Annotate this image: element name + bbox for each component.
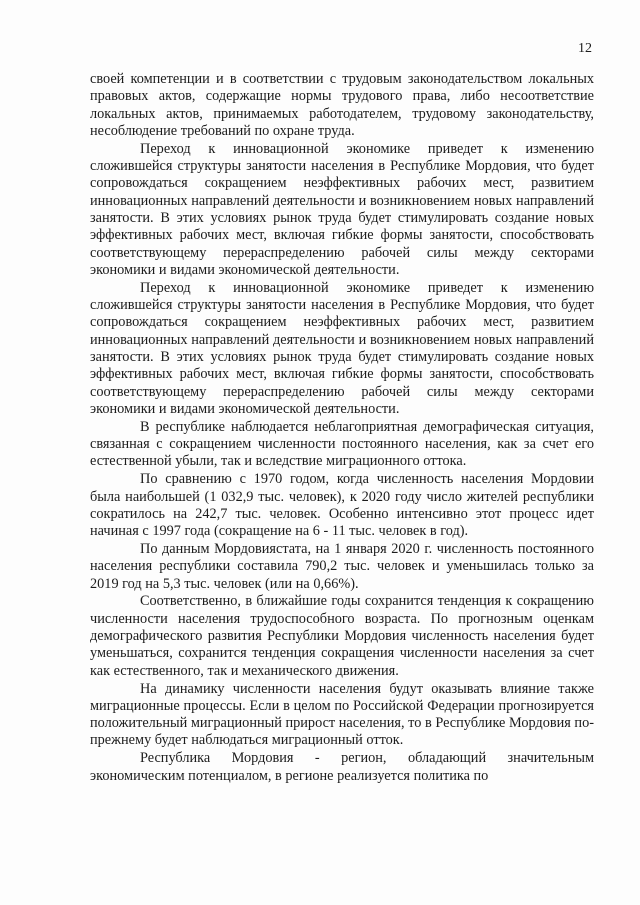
paragraph-innovation-transition-repeat: Переход к инновационной экономике приведет к изменению сложившейся структуры занятости населения в Республике Мордовия, что будет сопровождаться сокращением неэффективных рабочих мест, развитием инновационных направлений деятельности и возникновением новых направлений занятости. В этих условиях рынок труда будет стимулировать создание новых эффективных рабочих мест, включая гибкие формы занятости, способствовать соответствующему перераспределению рабочей силы между секторами экономики и видами экономической деятельности. (90, 279, 594, 417)
paragraph-working-age-trend: Соответственно, в ближайшие годы сохранится тенденция к сокращению численности населения трудоспособного возраста. По прогнозным оценкам демографического развития Республики Мордовия численность населения будет уменьшаться, сохранится тенденция сокращения численности населения за счет как естественного, так и механического движения. (90, 593, 594, 679)
paragraph-mordoviastat-data: По данным Мордовиястата, на 1 января 2020 г. численность постоянного населения республики составила 790,2 тыс. человек и уменьшилась только за 2019 год на 5,3 тыс. человек (или на 0,66%). (90, 540, 594, 592)
paragraph-migration: На динамику численности населения будут оказывать влияние также миграционные процессы. Если в целом по Российской Федерации прогнозируется положительный миграционный прирост населения, то в Республике Мордовия по-прежнему будет наблюдаться миграционный отток. (90, 680, 594, 749)
paragraph-continuation: своей компетенции и в соответствии с трудовым законодательством локальных правовых актов, содержащие нормы трудового права, либо несоответствие локальных актов, принимаемых работодателем, трудовому законодательству, несоблюдение требований по охране труда. (90, 71, 594, 139)
paragraph-demographic-situation: В республике наблюдается неблагоприятная демографическая ситуация, связанная с сокращением численности постоянного населения, как за счет его естественной убыли, так и вследствие миграционного оттока. (90, 418, 594, 470)
document-body (90, 71, 594, 786)
paragraph-population-since-1970: По сравнению с 1970 годом, когда численность населения Мордовии была наибольшей (1 032,9 тыс. человек), к 2020 году число жителей республики сократилось на 242,7 тыс. человек. Особенно интенсивно этот процесс идет начиная с 1997 года (сокращение на 6 - 11 тыс. человек в год). (90, 471, 594, 540)
paragraph-economic-potential: Республика Мордовия - регион, обладающий значительным экономическим потенциалом, в регионе реализуется политика по (90, 750, 594, 784)
page-number: 12 (578, 41, 592, 56)
paragraph-innovation-transition: Переход к инновационной экономике приведет к изменению сложившейся структуры занятости населения в Республике Мордовия, что будет сопровождаться сокращением неэффективных рабочих мест, развитием инновационных направлений деятельности и возникновением новых направлений занятости. В этих условиях рынок труда будет стимулировать создание новых эффективных рабочих мест, включая гибкие формы занятости, способствовать соответствующему перераспределению рабочей силы между секторами экономики и видами экономической деятельности. (90, 140, 594, 278)
